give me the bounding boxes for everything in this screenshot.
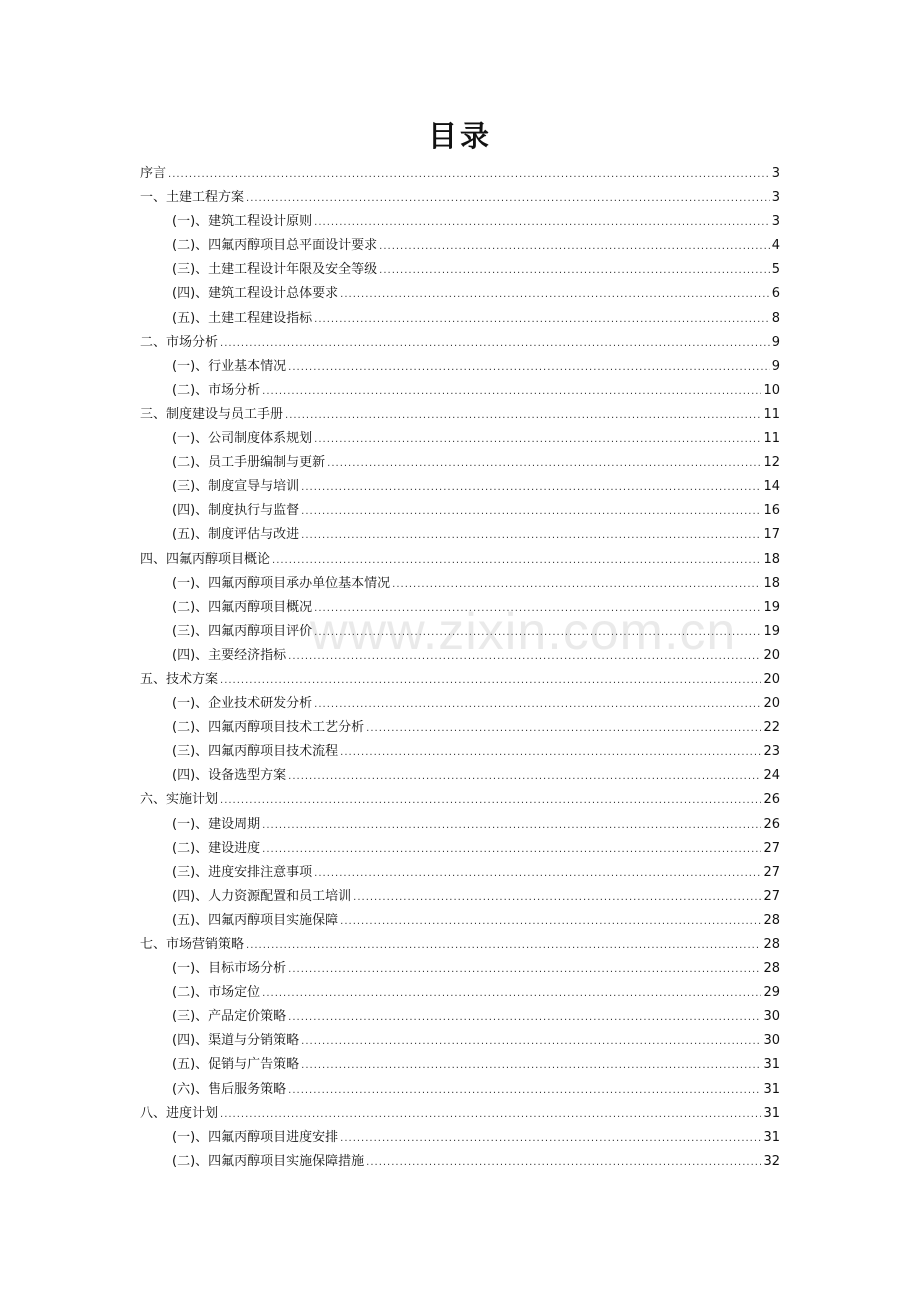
toc-entry[interactable] (140, 572, 780, 596)
toc-entry-label: 序言 (140, 166, 167, 181)
toc-entry[interactable] (140, 451, 780, 475)
toc-dot-leader (220, 1103, 761, 1127)
toc-entry[interactable] (140, 1150, 780, 1174)
toc-dot-leader (314, 862, 761, 886)
toc-entry[interactable] (140, 1053, 780, 1077)
toc-entry-page-number: 19 (763, 623, 780, 639)
toc-entry[interactable] (140, 668, 780, 692)
page-title: 目录 (427, 119, 492, 153)
toc-entry[interactable] (140, 210, 780, 234)
toc-entry[interactable] (140, 427, 780, 451)
toc-entry-label: (四)、渠道与分销策略 (172, 1033, 300, 1049)
toc-dot-leader (392, 573, 761, 597)
toc-dot-leader (314, 693, 761, 717)
toc-dot-leader (168, 163, 770, 187)
toc-dot-leader (340, 283, 770, 307)
toc-entry-label: (五)、四氟丙醇项目实施保障 (172, 912, 339, 928)
toc-entry-label: (三)、制度宣导与培训 (172, 479, 300, 495)
toc-entry[interactable] (140, 596, 780, 620)
toc-dot-leader (220, 332, 770, 356)
toc-entry-label: 八、进度计划 (140, 1105, 219, 1121)
toc-dot-leader (288, 645, 761, 669)
toc-entry-page-number: 18 (763, 551, 780, 567)
toc-dot-leader (340, 741, 761, 765)
toc-entry-label: (二)、四氟丙醇项目实施保障措施 (172, 1153, 365, 1169)
toc-dot-leader (285, 404, 761, 428)
table-of-contents (140, 162, 780, 1174)
toc-entry-label: (四)、主要经济指标 (172, 647, 287, 663)
toc-entry-page-number: 30 (763, 1033, 780, 1049)
toc-dot-leader (314, 428, 761, 452)
toc-entry-page-number: 31 (763, 1081, 780, 1097)
toc-entry-page-number: 27 (763, 864, 780, 880)
toc-entry-label: 六、实施计划 (140, 792, 219, 808)
toc-entry[interactable] (140, 981, 780, 1005)
toc-entry-label: (三)、产品定价策略 (172, 1009, 287, 1025)
toc-dot-leader (301, 476, 761, 500)
toc-dot-leader (379, 259, 770, 283)
toc-entry-page-number: 3 (771, 190, 780, 206)
toc-entry[interactable] (140, 764, 780, 788)
toc-entry-label: (四)、设备选型方案 (172, 768, 287, 784)
toc-entry[interactable] (140, 1102, 780, 1126)
toc-entry-page-number: 5 (771, 262, 780, 278)
toc-entry-page-number: 18 (763, 575, 780, 591)
toc-dot-leader (327, 452, 761, 476)
toc-entry-page-number: 14 (763, 479, 780, 495)
toc-entry-label: (一)、建筑工程设计原则 (172, 214, 313, 230)
watermark: www.zixin.com.cn (310, 603, 737, 661)
toc-entry-label: 二、市场分析 (140, 334, 219, 350)
toc-entry[interactable] (140, 740, 780, 764)
toc-dot-leader (301, 1054, 761, 1078)
toc-dot-leader (288, 1006, 761, 1030)
toc-dot-leader (301, 524, 761, 548)
toc-entry[interactable] (140, 885, 780, 909)
toc-entry-page-number: 3 (771, 166, 780, 181)
toc-entry-page-number: 30 (763, 1009, 780, 1025)
toc-entry-page-number: 12 (763, 455, 780, 471)
toc-dot-leader (301, 500, 761, 524)
toc-entry-page-number: 8 (771, 310, 780, 326)
toc-dot-leader (262, 982, 761, 1006)
toc-dot-leader (288, 1079, 761, 1103)
toc-entry[interactable] (140, 813, 780, 837)
toc-entry-page-number: 11 (763, 431, 780, 447)
toc-entry-label: 七、市场营销策略 (140, 937, 245, 952)
toc-entry-label: (一)、四氟丙醇项目进度安排 (172, 1129, 339, 1145)
toc-entry-label: 一、土建工程方案 (140, 190, 245, 206)
toc-entry-page-number: 22 (763, 720, 780, 736)
toc-dot-leader (314, 211, 770, 235)
toc-entry-page-number: 28 (763, 937, 780, 952)
toc-entry[interactable] (140, 957, 780, 981)
toc-dot-leader (246, 187, 770, 211)
toc-entry-label: (一)、目标市场分析 (172, 961, 287, 977)
toc-dot-leader (340, 910, 761, 934)
toc-entry[interactable] (140, 716, 780, 740)
toc-entry-page-number: 6 (771, 286, 780, 302)
toc-entry[interactable] (140, 644, 780, 668)
toc-entry-label: (三)、土建工程设计年限及安全等级 (172, 262, 378, 278)
toc-entry-label: (二)、四氟丙醇项目技术工艺分析 (172, 720, 365, 736)
toc-dot-leader (262, 838, 761, 862)
toc-entry-label: (五)、制度评估与改进 (172, 527, 300, 543)
toc-entry-page-number: 16 (763, 503, 780, 519)
toc-entry-page-number: 9 (771, 334, 780, 350)
toc-entry[interactable] (140, 162, 780, 186)
toc-dot-leader (379, 235, 770, 259)
toc-dot-leader (288, 356, 770, 380)
toc-entry-label: (一)、公司制度体系规划 (172, 431, 313, 447)
toc-entry-page-number: 20 (763, 647, 780, 663)
toc-entry-page-number: 31 (763, 1105, 780, 1121)
toc-entry[interactable] (140, 692, 780, 716)
toc-entry[interactable] (140, 933, 780, 957)
toc-entry-page-number: 29 (763, 985, 780, 1001)
toc-entry-page-number: 17 (763, 527, 780, 543)
toc-entry-page-number: 19 (763, 599, 780, 615)
toc-entry-label: 三、制度建设与员工手册 (140, 406, 284, 422)
toc-entry-label: (一)、企业技术研发分析 (172, 696, 313, 712)
toc-dot-leader (366, 717, 761, 741)
toc-entry[interactable] (140, 1005, 780, 1029)
toc-entry[interactable] (140, 788, 780, 812)
toc-entry-label: (二)、四氟丙醇项目总平面设计要求 (172, 238, 378, 254)
toc-dot-leader (220, 789, 761, 813)
toc-entry-page-number: 32 (763, 1153, 780, 1169)
toc-entry-label: (二)、四氟丙醇项目概况 (172, 599, 313, 615)
toc-entry-label: (二)、市场分析 (172, 382, 261, 398)
toc-entry[interactable] (140, 331, 780, 355)
toc-entry-label: (一)、建设周期 (172, 816, 261, 832)
toc-entry[interactable] (140, 1126, 780, 1150)
toc-entry[interactable] (140, 861, 780, 885)
toc-entry[interactable] (140, 499, 780, 523)
toc-dot-leader (262, 814, 761, 838)
toc-entry-label: (二)、员工手册编制与更新 (172, 455, 326, 471)
toc-dot-leader (314, 308, 770, 332)
toc-entry[interactable] (140, 307, 780, 331)
toc-entry-page-number: 26 (763, 792, 780, 808)
toc-entry-page-number: 31 (763, 1129, 780, 1145)
toc-entry[interactable] (140, 548, 780, 572)
toc-dot-leader (246, 934, 761, 958)
toc-entry[interactable] (140, 1029, 780, 1053)
toc-entry-page-number: 24 (763, 768, 780, 784)
toc-dot-leader (220, 669, 761, 693)
toc-entry-page-number: 31 (763, 1057, 780, 1073)
toc-entry-page-number: 10 (763, 382, 780, 398)
toc-entry-page-number: 9 (771, 358, 780, 374)
toc-entry[interactable] (140, 475, 780, 499)
toc-entry-page-number: 26 (763, 816, 780, 832)
toc-entry-label: 五、技术方案 (140, 671, 219, 687)
toc-entry-page-number: 28 (763, 912, 780, 928)
toc-entry-label: (二)、建设进度 (172, 840, 261, 856)
toc-entry-page-number: 20 (763, 671, 780, 687)
toc-entry-page-number: 20 (763, 696, 780, 712)
toc-entry-label: (四)、人力资源配置和员工培训 (172, 888, 352, 904)
toc-entry[interactable] (140, 282, 780, 306)
toc-entry-label: (三)、进度安排注意事项 (172, 864, 313, 880)
toc-entry-label: (五)、促销与广告策略 (172, 1057, 300, 1073)
toc-entry-page-number: 28 (763, 961, 780, 977)
toc-entry-page-number: 4 (771, 238, 780, 254)
toc-entry-label: (五)、土建工程建设指标 (172, 310, 313, 326)
toc-dot-leader (314, 597, 761, 621)
toc-entry-label: (四)、建筑工程设计总体要求 (172, 286, 339, 302)
toc-dot-leader (366, 1151, 761, 1175)
toc-dot-leader (314, 621, 761, 645)
toc-dot-leader (262, 380, 761, 404)
toc-entry-page-number: 11 (763, 406, 780, 422)
toc-dot-leader (272, 549, 761, 573)
toc-entry-label: (六)、售后服务策略 (172, 1081, 287, 1097)
toc-entry[interactable] (140, 1078, 780, 1102)
toc-entry[interactable] (140, 837, 780, 861)
toc-dot-leader (301, 1030, 761, 1054)
toc-dot-leader (353, 886, 761, 910)
toc-entry-label: (四)、制度执行与监督 (172, 503, 300, 519)
toc-entry[interactable] (140, 186, 780, 210)
toc-entry[interactable] (140, 403, 780, 427)
toc-entry-label: (一)、行业基本情况 (172, 358, 287, 374)
toc-entry-page-number: 3 (771, 214, 780, 230)
toc-entry-label: (一)、四氟丙醇项目承办单位基本情况 (172, 575, 391, 591)
toc-entry-label: (三)、四氟丙醇项目评价 (172, 623, 313, 639)
toc-entry-label: 四、四氟丙醇项目概论 (140, 551, 271, 567)
toc-dot-leader (288, 765, 761, 789)
toc-entry-label: (二)、市场定位 (172, 985, 261, 1001)
toc-entry[interactable] (140, 234, 780, 258)
toc-entry[interactable] (140, 355, 780, 379)
toc-dot-leader (340, 1127, 761, 1151)
toc-entry[interactable] (140, 909, 780, 933)
toc-entry-page-number: 27 (763, 840, 780, 856)
toc-entry[interactable] (140, 258, 780, 282)
toc-entry[interactable] (140, 523, 780, 547)
toc-entry-page-number: 27 (763, 888, 780, 904)
toc-dot-leader (288, 958, 761, 982)
toc-entry-label: (三)、四氟丙醇项目技术流程 (172, 744, 339, 760)
toc-entry[interactable] (140, 379, 780, 403)
toc-entry[interactable] (140, 620, 780, 644)
toc-entry-page-number: 23 (763, 744, 780, 760)
